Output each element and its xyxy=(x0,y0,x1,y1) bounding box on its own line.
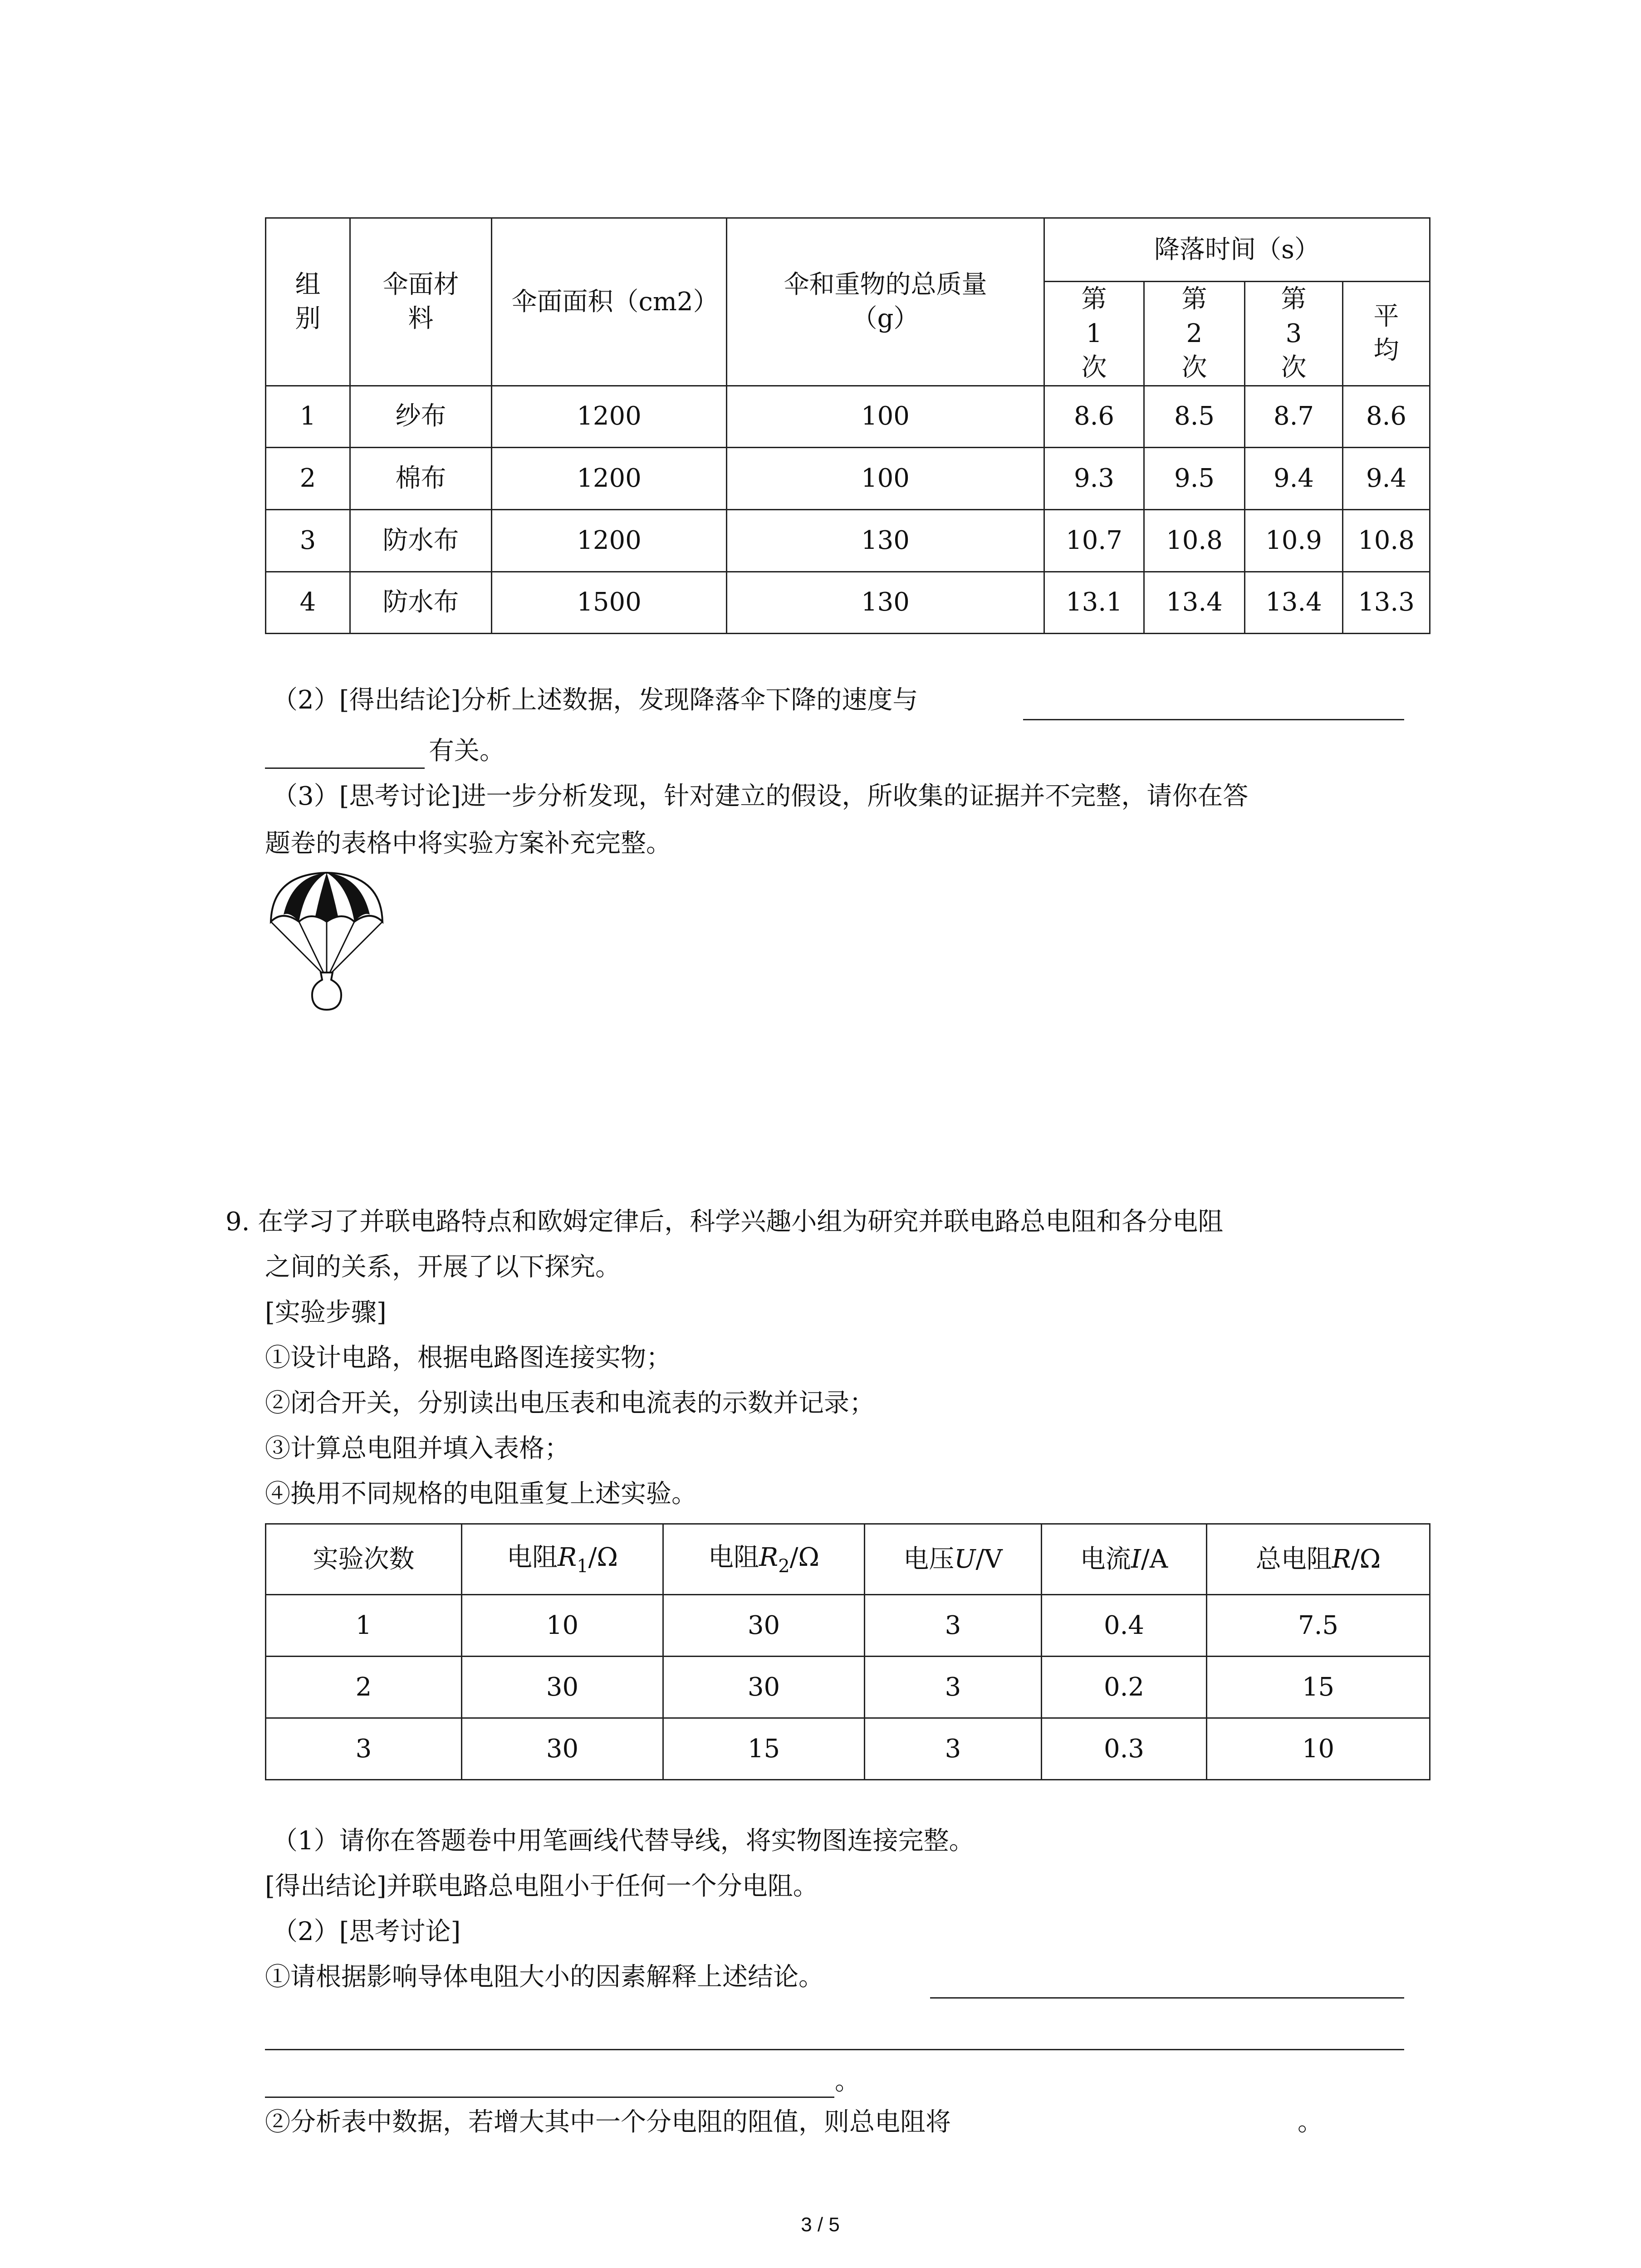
cell: 13.4 xyxy=(1245,572,1343,633)
q9-intro-line1: 9. 在学习了并联电路特点和欧姆定律后，科学兴趣小组为研究并联电路总电阻和各分电阻 xyxy=(225,1207,1224,1237)
header-r2: 电阻$R_2/\Omega$ xyxy=(663,1524,865,1595)
cell: 4 xyxy=(266,572,350,633)
parachute-data-table xyxy=(265,217,1430,634)
cell: 0.2 xyxy=(1042,1657,1207,1718)
cell: 3 xyxy=(266,1718,462,1780)
table-header-row xyxy=(266,1524,1430,1595)
cell: 2 xyxy=(266,447,350,509)
header-material: 伞面材料 xyxy=(350,218,492,386)
cell: 3 xyxy=(865,1718,1042,1780)
q9-part2-question1: ①请根据影响导体电阻大小的因素解释上述结论。 xyxy=(265,1962,824,1992)
q9-steps-title: [实验步骤] xyxy=(265,1298,387,1327)
answer-blank[interactable] xyxy=(265,2097,834,2098)
cell: 0.3 xyxy=(1042,1718,1207,1780)
answer-blank[interactable] xyxy=(265,767,425,769)
cell: 3 xyxy=(266,509,350,572)
cell: 1200 xyxy=(492,386,727,447)
parachute-icon xyxy=(265,867,388,1012)
table-row xyxy=(266,1657,1430,1718)
page-number: 3 / 5 xyxy=(801,2214,840,2236)
header-trial-count: 实验次数 xyxy=(266,1524,462,1595)
q9-step-1: ①设计电路，根据电路图连接实物； xyxy=(265,1343,671,1373)
q8-part2-line2: 有关。 xyxy=(429,736,505,766)
cell: 100 xyxy=(727,447,1044,509)
header-r1: 电阻$R_1/\Omega$ xyxy=(462,1524,663,1595)
cell: 13.3 xyxy=(1343,572,1430,633)
header-fall-time: 降落时间（s） xyxy=(1044,218,1430,282)
cell: 1200 xyxy=(492,447,727,509)
cell: 防水布 xyxy=(350,509,492,572)
q8-part2-line1: （2）[得出结论]分析上述数据，发现降落伞下降的速度与 xyxy=(272,685,918,715)
cell: 10.8 xyxy=(1144,509,1245,572)
header-current: 电流I/A xyxy=(1042,1524,1207,1595)
header-trial-2: 第2次 xyxy=(1144,282,1245,386)
cell: 9.3 xyxy=(1044,447,1144,509)
cell: 13.4 xyxy=(1144,572,1245,633)
header-voltage: 电压U/V xyxy=(865,1524,1042,1595)
table-row xyxy=(266,572,1430,633)
answer-blank[interactable] xyxy=(265,2049,1404,2050)
cell: 10.9 xyxy=(1245,509,1343,572)
cell: 1500 xyxy=(492,572,727,633)
cell: 0.4 xyxy=(1042,1595,1207,1657)
header-total-resistance: 总电阻R/Ω xyxy=(1207,1524,1430,1595)
cell: 30 xyxy=(663,1657,865,1718)
header-mass: 伞和重物的总质量（g） xyxy=(727,218,1044,386)
cell: 1 xyxy=(266,386,350,447)
cell: 15 xyxy=(663,1718,865,1780)
header-area: 伞面面积（cm2） xyxy=(492,218,727,386)
cell: 9.5 xyxy=(1144,447,1245,509)
header-group: 组别 xyxy=(266,218,350,386)
table-row xyxy=(266,447,1430,509)
header-trial-3: 第3次 xyxy=(1245,282,1343,386)
cell: 8.7 xyxy=(1245,386,1343,447)
q9-step-3: ③计算总电阻并填入表格； xyxy=(265,1434,570,1463)
cell: 10 xyxy=(1207,1718,1430,1780)
cell: 130 xyxy=(727,572,1044,633)
cell: 棉布 xyxy=(350,447,492,509)
cell: 3 xyxy=(865,1595,1042,1657)
q8-part3-line1: （3）[思考讨论]进一步分析发现，针对建立的假设，所收集的证据并不完整，请你在答 xyxy=(272,782,1249,811)
cell: 13.1 xyxy=(1044,572,1144,633)
cell: 2 xyxy=(266,1657,462,1718)
q9-step-2: ②闭合开关，分别读出电压表和电流表的示数并记录； xyxy=(265,1388,875,1418)
header-trial-1: 第1次 xyxy=(1044,282,1144,386)
q9-part1: （1）请你在答题卷中用笔画线代替导线，将实物图连接完整。 xyxy=(272,1826,975,1856)
cell: 130 xyxy=(727,509,1044,572)
cell: 9.4 xyxy=(1343,447,1430,509)
cell: 1 xyxy=(266,1595,462,1657)
cell: 10 xyxy=(462,1595,663,1657)
q9-part2-question2-end: 。 xyxy=(1298,2107,1323,2137)
q9-intro-line2: 之间的关系，开展了以下探究。 xyxy=(265,1252,621,1282)
table-row xyxy=(266,509,1430,572)
cell: 防水布 xyxy=(350,572,492,633)
q8-part3-line2: 题卷的表格中将实验方案补充完整。 xyxy=(265,829,671,858)
cell: 30 xyxy=(462,1718,663,1780)
header-average: 平均 xyxy=(1343,282,1430,386)
cell: 3 xyxy=(865,1657,1042,1718)
table-row xyxy=(266,386,1430,447)
cell: 100 xyxy=(727,386,1044,447)
q9-conclusion: [得出结论]并联电路总电阻小于任何一个分电阻。 xyxy=(265,1872,818,1901)
cell: 30 xyxy=(462,1657,663,1718)
answer-blank[interactable] xyxy=(930,1997,1404,1999)
cell: 7.5 xyxy=(1207,1595,1430,1657)
q9-part2-question2: ②分析表中数据，若增大其中一个分电阻的阻值，则总电阻将 xyxy=(265,2107,951,2137)
cell: 9.4 xyxy=(1245,447,1343,509)
q9-step-4: ④换用不同规格的电阻重复上述实验。 xyxy=(265,1479,697,1509)
table-row xyxy=(266,1718,1430,1780)
table-row xyxy=(266,1595,1430,1657)
cell: 1200 xyxy=(492,509,727,572)
q9-part2-title: （2）[思考讨论] xyxy=(272,1917,461,1946)
answer-blank[interactable] xyxy=(1023,719,1404,720)
cell: 15 xyxy=(1207,1657,1430,1718)
q9-part2-question1-end: 。 xyxy=(835,2067,860,2096)
cell: 10.8 xyxy=(1343,509,1430,572)
resistance-data-table xyxy=(265,1523,1430,1780)
cell: 纱布 xyxy=(350,386,492,447)
cell: 8.5 xyxy=(1144,386,1245,447)
cell: 8.6 xyxy=(1044,386,1144,447)
cell: 30 xyxy=(663,1595,865,1657)
cell: 10.7 xyxy=(1044,509,1144,572)
cell: 8.6 xyxy=(1343,386,1430,447)
